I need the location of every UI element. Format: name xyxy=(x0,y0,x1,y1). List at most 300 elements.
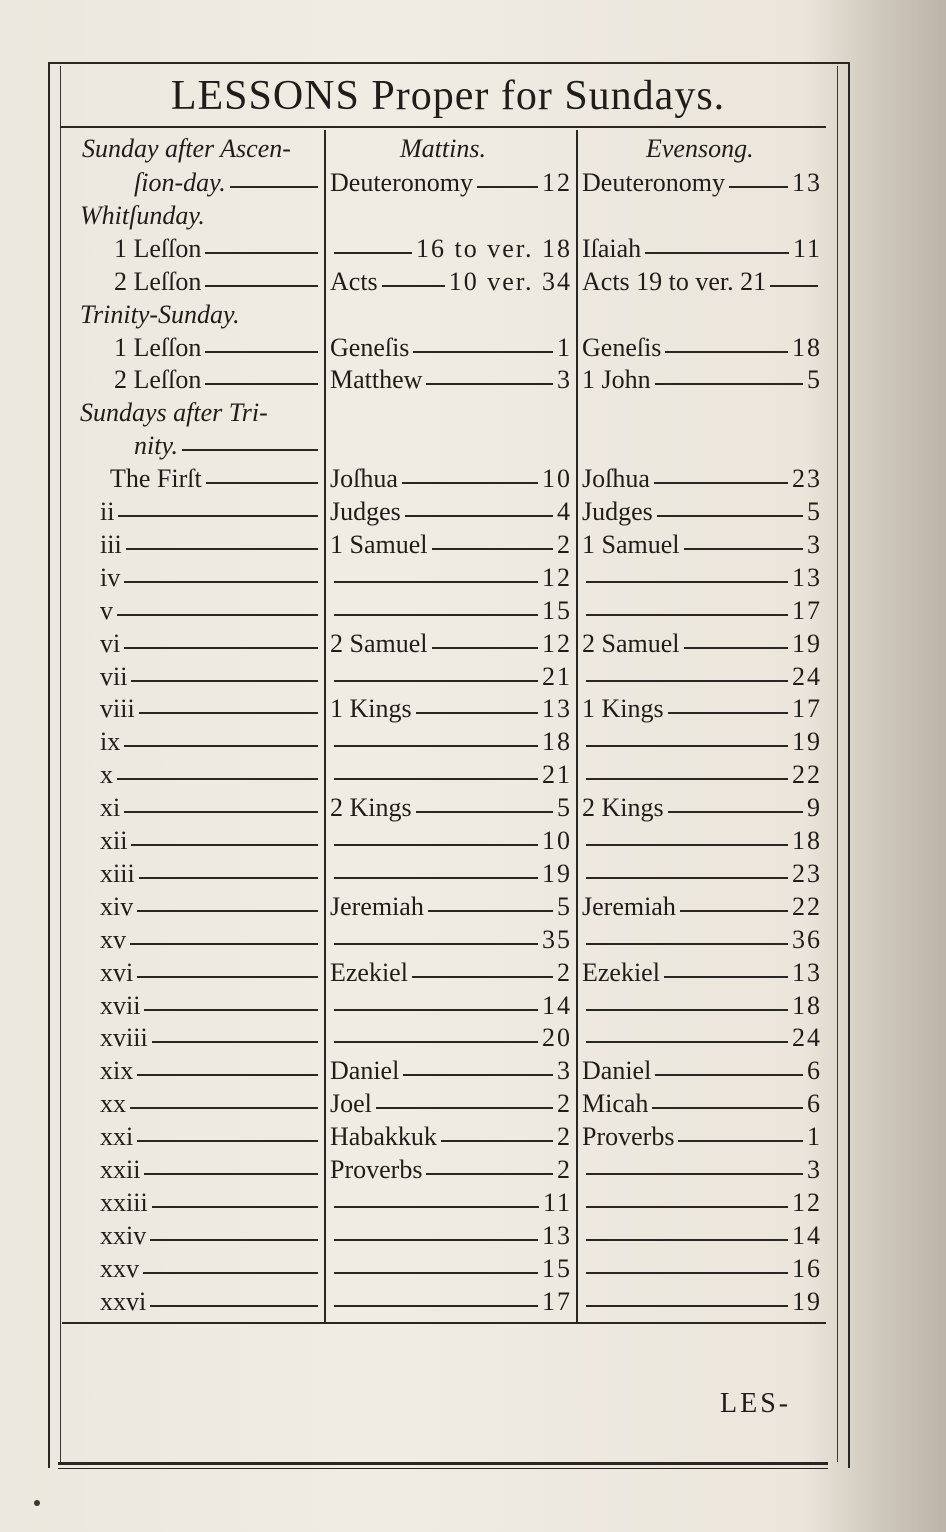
row-label-text: xii xyxy=(100,826,128,855)
mattins-chapter: 2 xyxy=(557,529,572,559)
leader-rule xyxy=(334,1272,538,1274)
row-label xyxy=(110,462,318,494)
leader-dots xyxy=(137,976,318,978)
leader-dots xyxy=(130,943,318,945)
mattins-book: 1 Kings xyxy=(330,694,412,724)
mattins-chapter: 10 xyxy=(542,826,572,855)
mattins-cell xyxy=(330,627,572,659)
mattins-chapter: 13 xyxy=(542,694,572,724)
evensong-chapter: 17 xyxy=(792,694,822,724)
evensong-chapter: 6 xyxy=(807,1056,822,1086)
leader-rule xyxy=(334,778,538,780)
mattins-book: Acts xyxy=(330,266,378,296)
row-label-text: xi xyxy=(100,793,121,823)
row-label-text: xxvi xyxy=(100,1286,147,1316)
header-evensong: Evensong. xyxy=(646,134,754,163)
leader-dots xyxy=(137,1140,318,1142)
evensong-cell xyxy=(582,363,822,395)
page-title: LESSONS Proper for Sundays. xyxy=(170,73,726,119)
leader-rule xyxy=(441,1140,553,1142)
row-label-text: xxv xyxy=(100,1253,139,1283)
row-label xyxy=(100,594,318,626)
mattins-chapter: 2 xyxy=(557,1155,572,1184)
mattins-chapter: 10 xyxy=(542,464,572,494)
row-label-text: xiv xyxy=(100,891,134,921)
leader-dots xyxy=(182,449,318,451)
header-sunday: Sunday after Ascen- xyxy=(82,134,291,163)
evensong-chapter: 17 xyxy=(792,595,822,625)
mattins-chapter: 15 xyxy=(542,595,572,625)
row-label xyxy=(114,363,318,395)
row-label-text: viii xyxy=(100,694,135,724)
leader-rule xyxy=(586,1173,803,1175)
row-label xyxy=(100,758,318,790)
mattins-book: 1 Samuel xyxy=(330,529,428,559)
evensong-chapter: 3 xyxy=(807,529,822,559)
leader-rule xyxy=(477,186,538,188)
leader-rule xyxy=(334,680,538,682)
row-label-text: vi xyxy=(100,628,121,658)
mattins-cell xyxy=(330,232,572,264)
mattins-book: Matthew xyxy=(330,365,423,395)
leader-rule xyxy=(426,383,553,385)
evensong-cell xyxy=(582,232,822,264)
leader-dots xyxy=(130,1107,318,1109)
evensong-chapter: 18 xyxy=(792,826,822,855)
row-label xyxy=(114,331,318,363)
mattins-cell xyxy=(330,660,572,692)
evensong-cell xyxy=(582,890,822,922)
evensong-cell xyxy=(582,1252,822,1284)
row-label xyxy=(100,660,318,692)
mattins-cell xyxy=(330,989,572,1021)
leader-rule xyxy=(770,285,818,287)
evensong-cell xyxy=(582,1087,822,1119)
row-label-text: xviii xyxy=(100,1023,148,1053)
leader-rule xyxy=(334,581,538,583)
leader-rule xyxy=(586,844,788,846)
leader-rule xyxy=(657,515,803,517)
row-label-text: v xyxy=(100,595,113,625)
row-label xyxy=(100,1021,318,1053)
evensong-book: Micah xyxy=(582,1089,649,1119)
leader-dots xyxy=(139,712,318,714)
evensong-book: Daniel xyxy=(582,1056,652,1086)
leader-rule xyxy=(586,877,788,879)
evensong-book: Jeremiah xyxy=(582,891,676,921)
evensong-cell xyxy=(582,956,822,988)
evensong-chapter: 19 xyxy=(792,628,822,658)
evensong-chapter: 14 xyxy=(792,1220,822,1250)
leader-rule xyxy=(586,1272,788,1274)
leader-dots xyxy=(150,1305,318,1307)
row-label xyxy=(100,1219,318,1251)
mattins-cell xyxy=(330,1186,572,1218)
row-label-text: 1 Leſſon xyxy=(114,332,202,362)
leader-rule xyxy=(668,811,803,813)
row-label xyxy=(80,396,318,428)
row-label xyxy=(100,561,318,593)
mattins-cell xyxy=(330,1021,572,1053)
row-label xyxy=(134,429,318,461)
leader-rule xyxy=(586,778,788,780)
mattins-book: 2 Samuel xyxy=(330,628,428,658)
row-label-text: Sundays after Tri- xyxy=(80,398,268,428)
mattins-book: Daniel xyxy=(330,1056,400,1086)
mattins-cell xyxy=(330,331,572,363)
evensong-cell xyxy=(582,923,822,955)
mattins-chapter: 2 xyxy=(557,957,572,987)
row-label xyxy=(100,989,318,1021)
catchword: LES- xyxy=(720,1388,792,1419)
row-label xyxy=(100,1054,318,1086)
mattins-chapter: 21 xyxy=(542,661,572,691)
mattins-cell xyxy=(330,265,572,297)
evensong-chapter: 3 xyxy=(807,1155,822,1184)
leader-rule xyxy=(655,383,803,385)
row-label xyxy=(100,923,318,955)
evensong-chapter: 6 xyxy=(807,1089,822,1119)
evensong-chapter: 13 xyxy=(792,562,822,592)
row-label-text: xv xyxy=(100,924,126,954)
leader-rule xyxy=(432,647,539,649)
column-divider-mattins xyxy=(324,130,326,1322)
page-bottom-rule xyxy=(58,1462,828,1465)
mattins-cell xyxy=(330,561,572,593)
mattins-cell xyxy=(330,857,572,889)
evensong-cell xyxy=(582,265,822,297)
row-label-text: The Firſt xyxy=(110,464,202,494)
leader-rule xyxy=(334,1041,538,1043)
leader-dots xyxy=(124,745,318,747)
row-label-text: xxii xyxy=(100,1155,141,1184)
evensong-chapter: 1 xyxy=(807,1122,822,1152)
leader-rule xyxy=(405,515,553,517)
mattins-chapter: 5 xyxy=(557,891,572,921)
evensong-cell xyxy=(582,331,822,363)
leader-dots xyxy=(124,811,318,813)
mattins-cell xyxy=(330,1252,572,1284)
row-label xyxy=(100,824,318,856)
mattins-chapter: 17 xyxy=(542,1286,572,1316)
page-bottom-rule-thin xyxy=(58,1468,828,1469)
mattins-book: Geneſis xyxy=(330,332,410,362)
mattins-book: Joel xyxy=(330,1089,372,1119)
row-label-text: 2 Leſſon xyxy=(114,365,202,395)
mattins-chapter: 14 xyxy=(542,990,572,1020)
row-label xyxy=(100,528,318,560)
leader-rule xyxy=(334,1305,538,1307)
row-label xyxy=(100,1186,318,1218)
leader-rule xyxy=(334,844,538,846)
evensong-cell xyxy=(582,857,822,889)
leader-rule xyxy=(655,1074,803,1076)
leader-dots xyxy=(131,844,318,846)
leader-rule xyxy=(664,976,788,978)
evensong-chapter: 36 xyxy=(792,924,822,954)
leader-rule xyxy=(684,647,789,649)
leader-rule xyxy=(684,548,804,550)
leader-dots xyxy=(117,614,318,616)
row-label-text: xxi xyxy=(100,1122,134,1152)
mattins-chapter: 12 xyxy=(542,562,572,592)
mattins-book: Deuteronomy xyxy=(330,168,473,197)
mattins-chapter: 3 xyxy=(557,1056,572,1086)
leader-rule xyxy=(645,252,789,254)
evensong-book: Judges xyxy=(582,497,653,526)
leader-rule xyxy=(652,1107,803,1109)
row-label xyxy=(100,956,318,988)
leader-rule xyxy=(586,1009,788,1011)
leader-dots xyxy=(137,910,318,912)
mattins-book: Habakkuk xyxy=(330,1122,437,1152)
leader-rule xyxy=(334,252,412,254)
evensong-chapter: 23 xyxy=(792,464,822,494)
leader-rule xyxy=(402,482,538,484)
mattins-cell xyxy=(330,923,572,955)
evensong-chapter: 5 xyxy=(807,365,822,395)
mattins-book: Jeremiah xyxy=(330,891,424,921)
evensong-book: 1 John xyxy=(582,365,651,395)
leader-rule xyxy=(376,1107,553,1109)
mattins-chapter: 10 ver. 34 xyxy=(448,266,572,296)
leader-dots xyxy=(126,548,318,550)
evensong-chapter: 11 xyxy=(792,233,822,263)
leader-rule xyxy=(428,910,553,912)
evensong-cell xyxy=(582,495,822,527)
mattins-book: Ezekiel xyxy=(330,957,408,987)
row-label xyxy=(100,1120,318,1152)
evensong-book: Joſhua xyxy=(582,464,650,494)
mattins-chapter: 4 xyxy=(557,497,572,526)
row-label-text: xvi xyxy=(100,957,134,987)
leader-rule xyxy=(334,614,538,616)
leader-rule xyxy=(586,581,788,583)
leader-dots xyxy=(150,1239,318,1241)
evensong-cell xyxy=(582,725,822,757)
mattins-book: 2 Kings xyxy=(330,793,412,823)
mattins-chapter: 2 xyxy=(557,1122,572,1152)
row-label xyxy=(100,495,318,527)
evensong-cell xyxy=(582,824,822,856)
leader-rule xyxy=(586,1239,788,1241)
leader-rule xyxy=(403,1074,553,1076)
mattins-chapter: 2 xyxy=(557,1089,572,1119)
row-label-text: ix xyxy=(100,727,121,757)
evensong-chapter: 18 xyxy=(792,332,822,362)
evensong-chapter: 24 xyxy=(792,1023,822,1053)
row-label-text: xiii xyxy=(100,858,135,888)
leader-rule xyxy=(334,1206,539,1208)
evensong-chapter: 13 xyxy=(792,168,822,197)
row-label xyxy=(100,627,318,659)
evensong-cell xyxy=(582,758,822,790)
mattins-cell xyxy=(330,1285,572,1317)
row-label-text: x xyxy=(100,760,113,790)
row-label-text: xxiii xyxy=(100,1187,148,1217)
evensong-cell xyxy=(582,791,822,823)
evensong-chapter: 12 xyxy=(792,1187,822,1217)
mattins-chapter: 20 xyxy=(542,1023,572,1053)
row-label xyxy=(100,1153,318,1185)
leader-rule xyxy=(729,186,788,188)
evensong-book: Geneſis xyxy=(582,332,662,362)
row-label-text: xxiv xyxy=(100,1220,147,1250)
evensong-cell xyxy=(582,1153,822,1185)
leader-dots xyxy=(152,1041,318,1043)
mattins-cell xyxy=(330,824,572,856)
ink-spot xyxy=(34,1500,40,1506)
evensong-book: Acts 19 to ver. 21 xyxy=(582,266,767,296)
leader-rule xyxy=(334,745,538,747)
row-label xyxy=(114,265,318,297)
evensong-chapter: 22 xyxy=(792,891,822,921)
row-label xyxy=(100,890,318,922)
row-label xyxy=(80,199,318,231)
leader-dots xyxy=(152,1206,318,1208)
leader-rule xyxy=(586,1206,788,1208)
evensong-cell xyxy=(582,1186,822,1218)
row-label xyxy=(100,692,318,724)
row-label xyxy=(134,166,318,198)
evensong-chapter: 19 xyxy=(792,727,822,757)
mattins-cell xyxy=(330,462,572,494)
mattins-chapter: 35 xyxy=(542,924,572,954)
leader-rule xyxy=(412,976,553,978)
row-label-text: xx xyxy=(100,1089,126,1119)
leader-rule xyxy=(334,877,538,879)
mattins-chapter: 11 xyxy=(542,1187,572,1217)
leader-dots xyxy=(124,647,318,649)
row-label-text: ſion-day. xyxy=(134,168,226,197)
evensong-cell xyxy=(582,1120,822,1152)
mattins-chapter: 15 xyxy=(542,1253,572,1283)
mattins-cell xyxy=(330,594,572,626)
leader-dots xyxy=(131,680,318,682)
mattins-book: Joſhua xyxy=(330,464,398,494)
row-label-text: xix xyxy=(100,1056,134,1086)
leader-rule xyxy=(416,811,553,813)
leader-rule xyxy=(382,285,445,287)
row-label-text: iii xyxy=(100,529,122,559)
mattins-cell xyxy=(330,166,572,198)
mattins-cell xyxy=(330,725,572,757)
leader-dots xyxy=(230,186,318,188)
evensong-chapter: 9 xyxy=(807,793,822,823)
mattins-cell xyxy=(330,528,572,560)
row-label-text: 1 Leſſon xyxy=(114,233,202,263)
mattins-book: Proverbs xyxy=(330,1155,423,1184)
mattins-chapter: 21 xyxy=(542,760,572,790)
mattins-cell xyxy=(330,1120,572,1152)
leader-dots xyxy=(124,581,318,583)
leader-rule xyxy=(586,680,788,682)
row-label-text: nity. xyxy=(134,431,179,461)
evensong-cell xyxy=(582,166,822,198)
mattins-chapter: 5 xyxy=(557,793,572,823)
mattins-cell xyxy=(330,692,572,724)
leader-dots xyxy=(144,1173,318,1175)
mattins-cell xyxy=(330,956,572,988)
leader-rule xyxy=(586,943,788,945)
row-label xyxy=(100,791,318,823)
mattins-cell xyxy=(330,495,572,527)
leader-rule xyxy=(334,943,538,945)
evensong-cell xyxy=(582,692,822,724)
evensong-cell xyxy=(582,1054,822,1086)
leader-rule xyxy=(432,548,554,550)
mattins-cell xyxy=(330,758,572,790)
title-rule xyxy=(60,126,826,128)
leader-rule xyxy=(678,1140,803,1142)
leader-dots xyxy=(144,1009,318,1011)
mattins-chapter: 19 xyxy=(542,858,572,888)
mattins-book: Judges xyxy=(330,497,401,526)
evensong-cell xyxy=(582,989,822,1021)
leader-rule xyxy=(654,482,788,484)
row-label-text: vii xyxy=(100,661,128,691)
row-label-text: ii xyxy=(100,497,115,526)
leader-rule xyxy=(413,351,553,353)
row-label xyxy=(100,725,318,757)
mattins-cell xyxy=(330,363,572,395)
evensong-cell xyxy=(582,1021,822,1053)
mattins-chapter: 16 to ver. 18 xyxy=(416,233,572,263)
evensong-chapter: 23 xyxy=(792,858,822,888)
evensong-book: Ezekiel xyxy=(582,957,660,987)
leader-dots xyxy=(117,778,318,780)
leader-rule xyxy=(586,614,788,616)
mattins-cell xyxy=(330,1087,572,1119)
row-label-text: iv xyxy=(100,562,121,592)
evensong-book: 2 Kings xyxy=(582,793,664,823)
row-label xyxy=(100,1087,318,1119)
header-mattins: Mattins. xyxy=(400,134,486,163)
evensong-book: Iſaiah xyxy=(582,233,642,263)
evensong-chapter: 5 xyxy=(807,497,822,526)
evensong-chapter: 16 xyxy=(792,1253,822,1283)
leader-rule xyxy=(586,1305,788,1307)
leader-rule xyxy=(586,1041,788,1043)
mattins-chapter: 12 xyxy=(542,628,572,658)
leader-rule xyxy=(586,745,788,747)
mattins-cell xyxy=(330,1153,572,1185)
mattins-chapter: 18 xyxy=(542,727,572,757)
leader-dots xyxy=(205,351,318,353)
leader-dots xyxy=(139,877,318,879)
leader-rule xyxy=(680,910,788,912)
mattins-chapter: 1 xyxy=(557,332,572,362)
leader-dots xyxy=(205,285,318,287)
evensong-book: Proverbs xyxy=(582,1122,675,1152)
evensong-cell xyxy=(582,627,822,659)
leader-rule xyxy=(426,1173,553,1175)
evensong-chapter: 22 xyxy=(792,760,822,790)
leader-dots xyxy=(137,1074,318,1076)
leader-dots xyxy=(143,1272,318,1274)
row-label xyxy=(100,1285,318,1317)
evensong-cell xyxy=(582,462,822,494)
table-bottom-rule xyxy=(62,1322,826,1324)
evensong-cell xyxy=(582,660,822,692)
leader-rule xyxy=(665,351,788,353)
mattins-cell xyxy=(330,791,572,823)
leader-rule xyxy=(668,712,788,714)
row-label-text: Trinity-Sunday. xyxy=(80,299,240,329)
mattins-cell xyxy=(330,1054,572,1086)
mattins-chapter: 12 xyxy=(542,168,572,197)
row-label-text: 2 Leſſon xyxy=(114,266,202,296)
